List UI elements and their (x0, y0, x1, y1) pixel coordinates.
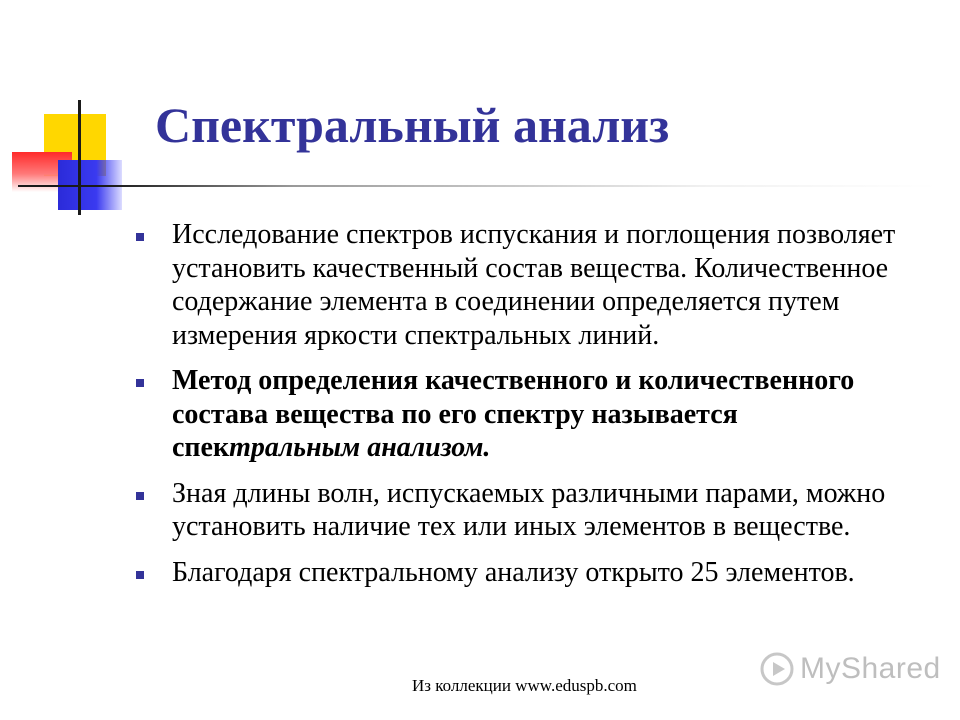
bullet-item (130, 364, 920, 465)
slide-title: Спектральный анализ (155, 97, 670, 153)
myshared-logo-icon (760, 652, 794, 686)
decor-vertical-line (78, 100, 81, 215)
source-caption: Из коллекции www.eduspb.com (412, 676, 637, 695)
bullet-list (130, 218, 920, 601)
title-underline (18, 185, 938, 187)
bullet-item: Зная длины волн, испускаемых различными парами, можно установить наличие тех или иных элементов в веществе. (130, 477, 920, 544)
watermark (760, 652, 941, 686)
bullet-emphasis: тральным анализом. (229, 432, 491, 463)
bullet-item: Благодаря спектральному анализу открыто 25 элементов. (130, 556, 920, 590)
watermark-text: MyShared (800, 652, 941, 685)
bullet-item: Исследование спектров испускания и поглощения позволяет установить качественный состав вещества. Количественное содержание элемента в соединении определяется путем измерения яркости спектральных линий. (130, 218, 920, 352)
bullet-text: Метод определения качественного и количественного состава вещества по его спектру называется спек (172, 365, 855, 463)
